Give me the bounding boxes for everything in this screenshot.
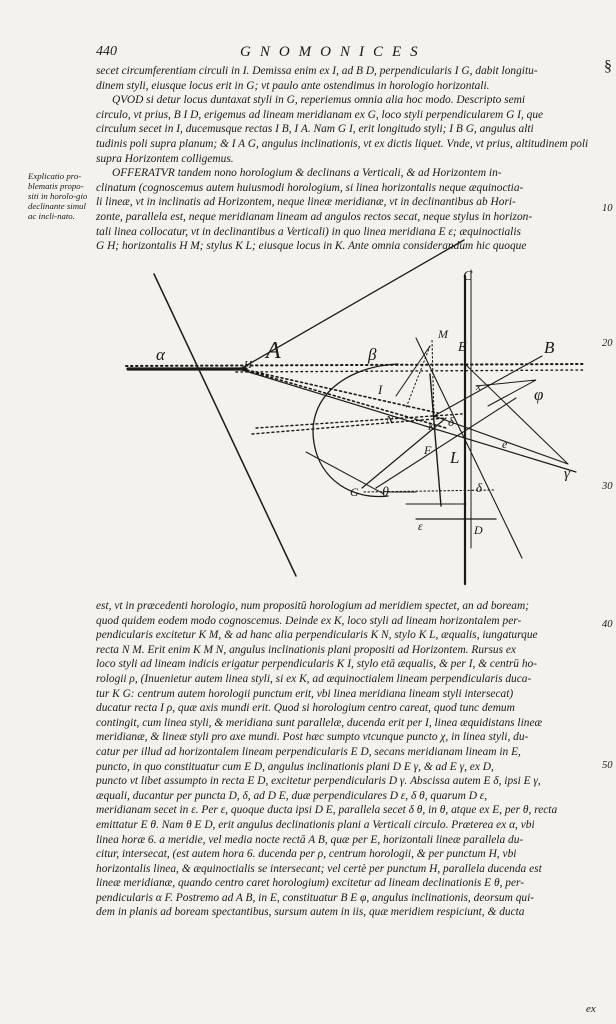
text-line: tudinis poli supra planum; & I A G, angulus inclinationis, vt ex dictis liquet. Vnde, vt prius, altitudinem poli supra Horizontem colligemus. (96, 137, 589, 165)
label-gamma: γ (564, 466, 570, 482)
text-line: quod quidem eodem modo cognoscemus. Deinde ex K, loco styli ad lineam horizontalem per- (96, 614, 522, 627)
label-phi: φ (534, 385, 544, 404)
text-line: dem in planis ad boream spectantibus, sursum autem in iis, quæ meridiem respiciunt, & ducta (96, 906, 525, 919)
text-line: lineæ meridianæ, quando centro caret horologium) excitetur ad lineam declinationis E θ, per- (96, 877, 525, 890)
text-line: OFFERATVR tandem nono horologium & declinans a Verticali, & ad Horizontem in- (112, 167, 502, 180)
label-e: E (458, 340, 467, 355)
diagram-svg (116, 238, 596, 600)
label-delta: δ (476, 480, 483, 495)
label-f: F (424, 443, 432, 457)
catchword: ex (586, 1003, 596, 1015)
text-line: dinem styli, eiusque locus erit in G; vt paulo ante ostendimus in horologio horizontali. (96, 79, 490, 92)
line-f-vertical (430, 374, 441, 506)
line-number-10: 10 (602, 203, 613, 214)
text-line: li lineæ, vt in inclinatis ad Horizontem, neque lineæ meridianæ, vt in declinantibus ab Hori- (96, 196, 516, 209)
diagonal-top-left (154, 274, 296, 576)
label-d: D (474, 523, 483, 537)
text-line: puncto, in quo constituatur cum E D, angulus inclinationis plani D E γ, & ad E γ, ex D, (96, 760, 494, 773)
label-n: N (386, 414, 394, 426)
label-g: G (350, 485, 359, 499)
text-line: emittatur E θ. Nam θ E D, erit angulus declinationis plani a Verticali circulo. Præterea ex α, vbi (96, 818, 535, 831)
label-theta: θ (382, 485, 389, 500)
running-title: GNOMONICES (240, 44, 427, 60)
text-block-bottom (96, 599, 600, 920)
line-m-to-n (406, 346, 430, 408)
text-line: tur K G: centrum autem horologii punctum erit, vbi linea meridiana lineam styli intersecat) (96, 687, 514, 700)
line-e-gamma (465, 364, 568, 464)
cut-off-letter: § (604, 58, 612, 75)
dotted-fan-2 (242, 369, 438, 413)
text-line: pendicularis α F. Postremo ad A B, in E, constituatur B E φ, angulus inclinationis, deorsum qui- (96, 891, 535, 904)
text-line: pendicularis excitetur K M, & ad hanc alia perpendicularis K N, stylo K L, æqualis, iungaturque (96, 629, 538, 642)
text-line: recta N M. Erit enim K M N, angulus inclinationis plani propositi ad Horizontem. Rursus ex (96, 643, 516, 656)
label-c: C (463, 269, 473, 284)
text-line: linea horæ 6. a meridie, vel media nocte rectā A B, quæ per E, horizontali lineæ parallela du- (96, 833, 524, 846)
dotted-fan-1 (242, 369, 446, 428)
label-i: I (378, 382, 383, 397)
text-block-top (96, 64, 600, 254)
text-line: est, vt in præcedenti horologio, num propositū horologium ad meridiem spectet, an ad boream; (96, 600, 530, 612)
label-delta-top: δ (448, 414, 455, 429)
text-line: horizontalis linea, & æquinoctialis se intersecant; vel certè per punctum H, parallela ducenda est (96, 862, 542, 875)
text-line: catur per illud ad horizontalem lineam perpendicularis E D, secans meridianam lineam in E, (96, 745, 521, 758)
line-number-30: 30 (602, 481, 613, 492)
text-line: puncto vt libet assumpto in recta E D, excitetur perpendicularis D γ. Abscissa autem E δ, ipsi E γ, (96, 775, 541, 788)
text-line: rologii ρ, (Inuenietur autem linea styli, si ex K, ad æquinoctialem lineam perpendicularis duca- (96, 672, 532, 685)
text-line: loco styli ad lineam indicis erigatur perpendicularis K I, stylo etā æqualis, & per I, & centrū ho- (96, 658, 538, 671)
label-k: K (428, 422, 435, 433)
page-number: 440 (96, 44, 117, 59)
text-line: citur, intersecat, (est autem hora 6. ducenda per ρ, centrum horologii, & per punctum H, vbi (96, 848, 517, 861)
label-b: B (544, 338, 555, 357)
text-line: circulo, vt prius, B I D, erigemus ad lineam meridianam ex G, loco styli perpendicularem G I, que (96, 108, 544, 121)
margin-note: Explicatio pro-blematis propo-siti in horolo-gio declinante simul ac incli-nato. (28, 171, 88, 221)
text-line: meridianæ, & lineæ styli pro axe mundi. Post hæc sumpto vtcunque puncto χ, in linea styli, du- (96, 731, 529, 744)
label-alpha: α (156, 345, 165, 364)
semicircle (313, 364, 398, 497)
label-x: x (476, 381, 481, 393)
line-crossing-lower (376, 398, 516, 488)
line-number-20: 20 (602, 338, 613, 349)
line-number-40: 40 (602, 619, 613, 630)
line-ab-dotted (126, 364, 584, 366)
label-epsilon: ε (418, 519, 423, 533)
text-line: meridianam secet in ε. Per ε, quoque ducta ipsi D E, parallela secet δ θ, in θ, atque ex E, per θ, recta (96, 804, 558, 817)
gnomonic-diagram (116, 238, 596, 600)
line-ab-lower-dotted (236, 370, 584, 372)
text-line: tali linea collocatur, vt in declinantibus a Verticali) in quo linea meridiana E ε; æquinoctialis (96, 225, 521, 238)
text-line: æquali, ducantur per puncta D, δ, ad D E, duæ perpendiculares D ε, δ θ, quarum D ε, (96, 789, 488, 802)
line-number-50: 50 (602, 760, 613, 771)
text-line: contingit, cum linea styli, & meridiana sunt parallelæ, ducenda erit per I, linea æquidistans lineæ (96, 716, 543, 729)
text-line: G H; horizontalis H M; stylus K L; eiusque locus in K. Ante omnia considerandum hic quoque (96, 240, 527, 253)
text-line: circulum secet in I, ducemusque rectas I B, I A. Nam G I, erit longitudo styli; I B G, angulus alti (96, 123, 534, 136)
text-line: ducatur recta I ρ, quæ axis mundi erit. Quod si horologium centro careat, quod tunc demum (96, 702, 515, 715)
label-m: M (438, 327, 448, 341)
label-h: H (244, 359, 252, 371)
text-line: zonte, parallela est, neque meridianam lineam ad angulos rectos secat, neque stylus in horizon- (96, 210, 533, 223)
label-l: L (450, 448, 460, 467)
text-line: QVOD si detur locus duntaxat styli in G, reperiemus omnia alia hoc modo. Descripto semi (112, 94, 526, 107)
text-line: clinatum (cognoscemus autem huiusmodi horologium, si linea horizontalis neque æquinoctia- (96, 181, 524, 194)
text-line: secet circumferentiam circuli in I. Demissa enim ex I, ad B D, perpendicularis I G, dabit longitu- (96, 65, 538, 77)
label-a: A (266, 338, 281, 364)
label-beta: β (368, 345, 377, 364)
label-e-small: e (502, 437, 508, 451)
